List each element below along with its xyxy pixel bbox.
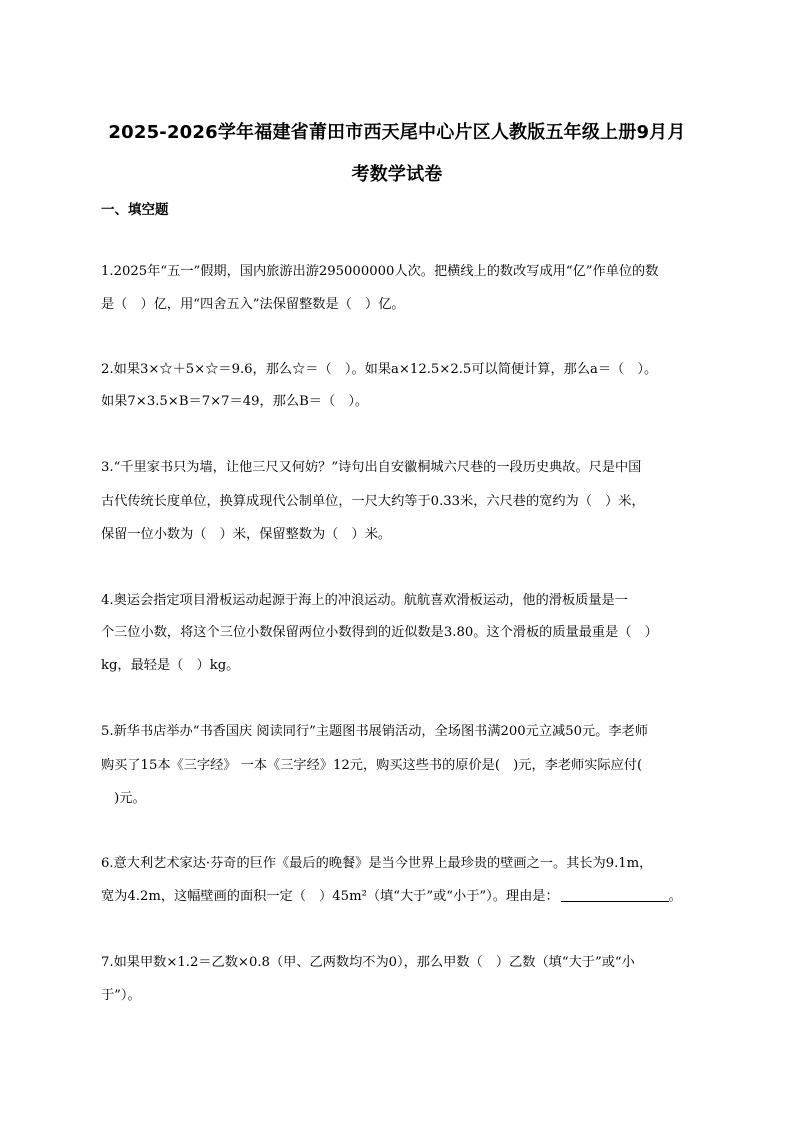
question-4-line-2: 个三位小数，将这个三位小数保留两位小数得到的近似数是3.80。这个滑板的质量最重是（ ） (101, 625, 658, 640)
question-6-line-2 (101, 887, 682, 907)
question-2-line-2: 如果7×3.5×B＝7×7＝49，那么B＝（ ）。 (101, 394, 369, 409)
question-3-line-2: 古代传统长度单位，换算成现代公制单位，一尺大约等于0.33米，六尺巷的宽约为（ ）米， (101, 494, 645, 509)
question-3-line-3: 保留一位小数为（ ）米，保留整数为（ ）米。 (101, 527, 392, 542)
exam-title-line-2: 考数学试卷 (351, 164, 443, 185)
question-7-line-2: 于”）。 (101, 988, 141, 1003)
question-3-line-1: 3.“千里家书只为墙，让他三尺又何妨？”诗句出自安徽桐城六尺巷的一段历史典故。尺是中国 (101, 460, 642, 475)
question-6-end-mark: 。 (668, 889, 682, 904)
question-5-line-2: 购买了15本《三字经》 一本《三字经》12元，购买这些书的原价是( )元，李老师实际应付( (101, 758, 643, 773)
answer-blank (561, 887, 669, 902)
exam-title-line-1: 2025-2026学年福建省莆田市西天尾中心片区人教版五年级上册9月月 (108, 122, 686, 143)
question-7-line-1: 7.如果甲数×1.2＝乙数×0.8（甲、乙两数均不为0），那么甲数（ ）乙数（填“大于”或“小 (101, 955, 635, 970)
section-heading: 一、填空题 (101, 202, 169, 218)
question-5-line-1: 5.新华书店举办“书香国庆 阅读同行”主题图书展销活动，全场图书满200元立减50元。李老师 (101, 724, 648, 739)
question-2-line-1: 2.如果3×☆＋5×☆＝9.6，那么☆＝（ ）。如果a×12.5×2.5可以简便计算，那么a＝（ ）。 (101, 362, 658, 377)
question-1-line-2: 是（ ）亿，用“四舍五入”法保留整数是（ ）亿。 (101, 297, 405, 312)
question-5-line-3: )元。 (101, 791, 146, 806)
question-4-line-3: kg，最轻是（ ）kg。 (101, 658, 240, 673)
question-6-line-1: 6.意大利艺术家达·芬奇的巨作《最后的晚餐》是当今世界上最珍贵的壁画之一。其长为9.1m， (101, 856, 653, 871)
question-4-line-1: 4.奥运会指定项目滑板运动起源于海上的冲浪运动。航航喜欢滑板运动，他的滑板质量是一 (101, 593, 628, 608)
question-1-line-1: 1.2025年“五一”假期，国内旅游出游295000000人次。把横线上的数改写成用“亿”作单位的数 (101, 264, 659, 279)
question-6-line-2-text: 宽为4.2m，这幅壁画的面积一定（ ）45m²（填“大于”或“小于”）。理由是： (101, 889, 559, 904)
